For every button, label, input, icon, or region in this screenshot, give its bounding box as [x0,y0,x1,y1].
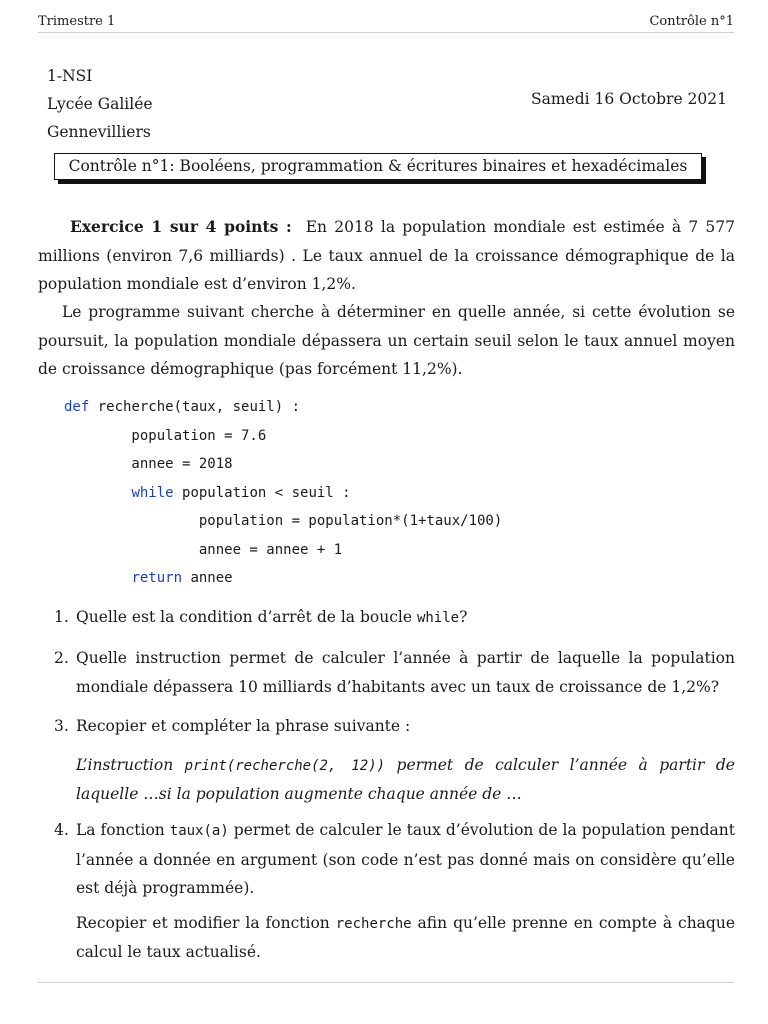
exercise-label: Exercice 1 sur 4 points : [70,217,292,236]
question-4 [38,816,735,967]
keyword-def: def [64,399,90,415]
code-text: annee [182,570,233,586]
inline-code: recherche [335,915,412,932]
question-number: 4. [54,821,69,839]
keyword-while: while [131,484,174,501]
school-block [47,62,153,146]
footer-rule [38,982,734,983]
question-text: Recopier et compléter la phrase suivante : [76,717,411,735]
question-number: 2. [54,649,69,667]
inline-code: taux(a) [169,823,229,839]
question-number: 3. [54,717,69,735]
exercise-intro [38,213,735,299]
question-1 [38,603,735,633]
question-text [76,603,735,633]
keyword-return: return [131,570,183,586]
header-left: Trimestre 1 [38,14,116,29]
code-indent [64,570,131,586]
school-name: Lycée Galilée [47,95,153,113]
question-2 [38,644,735,701]
text: L’instruction [76,755,185,774]
question-4-part-2 [76,909,735,967]
exam-date: Samedi 16 Octobre 2021 [530,90,727,108]
code-text: population < seuil : [173,484,351,501]
text: permet de calculer le taux d’évolution de la population pendant l’année a donnée en argument (son code n’est pas donné mais on considère qu’elle est déjà programmée). [76,821,735,897]
header-right: Contrôle n°1 [649,14,734,29]
code-line-3: annee = 2018 [64,456,233,472]
inline-code: while [416,610,460,626]
exercise-intro-text: En 2018 la population mondiale est estimée à 7 577 millions (environ 7,6 milliards) . Le taux annuel de la croissance démographique de la population mondiale est d’environ 1,2%. [38,218,735,293]
text: Quelle est la condition d’arrêt de la boucle [76,608,417,626]
text: La fonction [76,821,170,839]
question-3 [38,712,735,809]
class-name: 1-NSI [47,67,93,85]
question-text [76,816,735,903]
text: ? [459,608,468,626]
code-line-5: population = population*(1+taux/100) [64,513,503,529]
question-3-sentence [76,751,735,809]
text: Recopier et modifier la fonction [76,913,336,932]
code-line-7 [64,564,502,593]
code-line-2: population = 7.6 [64,427,267,444]
school-city: Gennevilliers [47,123,151,141]
inline-code: print(recherche(2, 12)) [184,757,386,774]
exam-title: Contrôle n°1: Booléens, programmation & écritures binaires et hexadécimales [54,153,702,180]
code-indent [64,485,131,501]
exercise-paragraph-2: Le programme suivant cherche à déterminer en quelle année, si cette évolution se poursuit, la population mondiale dépassera un certain seuil selon le taux annuel moyen de croissance démographique (pas forcément 11,2%). [38,303,735,378]
code-line-4 [64,479,502,508]
code-block [64,393,502,593]
page-header [38,14,734,33]
question-text: Quelle instruction permet de calculer l’année à partir de laquelle la population mondiale dépassera 10 milliards d’habitants avec un taux de croissance de 1,2%? [76,649,735,696]
code-text: recherche(taux, seuil) : [89,399,301,415]
text: afin qu’elle prenne en compte à chaque calcul le taux actualisé. [76,913,735,961]
code-line-1 [64,393,502,422]
text: permet de calculer l’année à partir de laquelle …si la population augmente chaque année de … [76,755,735,803]
code-line-6: annee = annee + 1 [64,541,343,558]
question-number: 1. [54,608,69,626]
